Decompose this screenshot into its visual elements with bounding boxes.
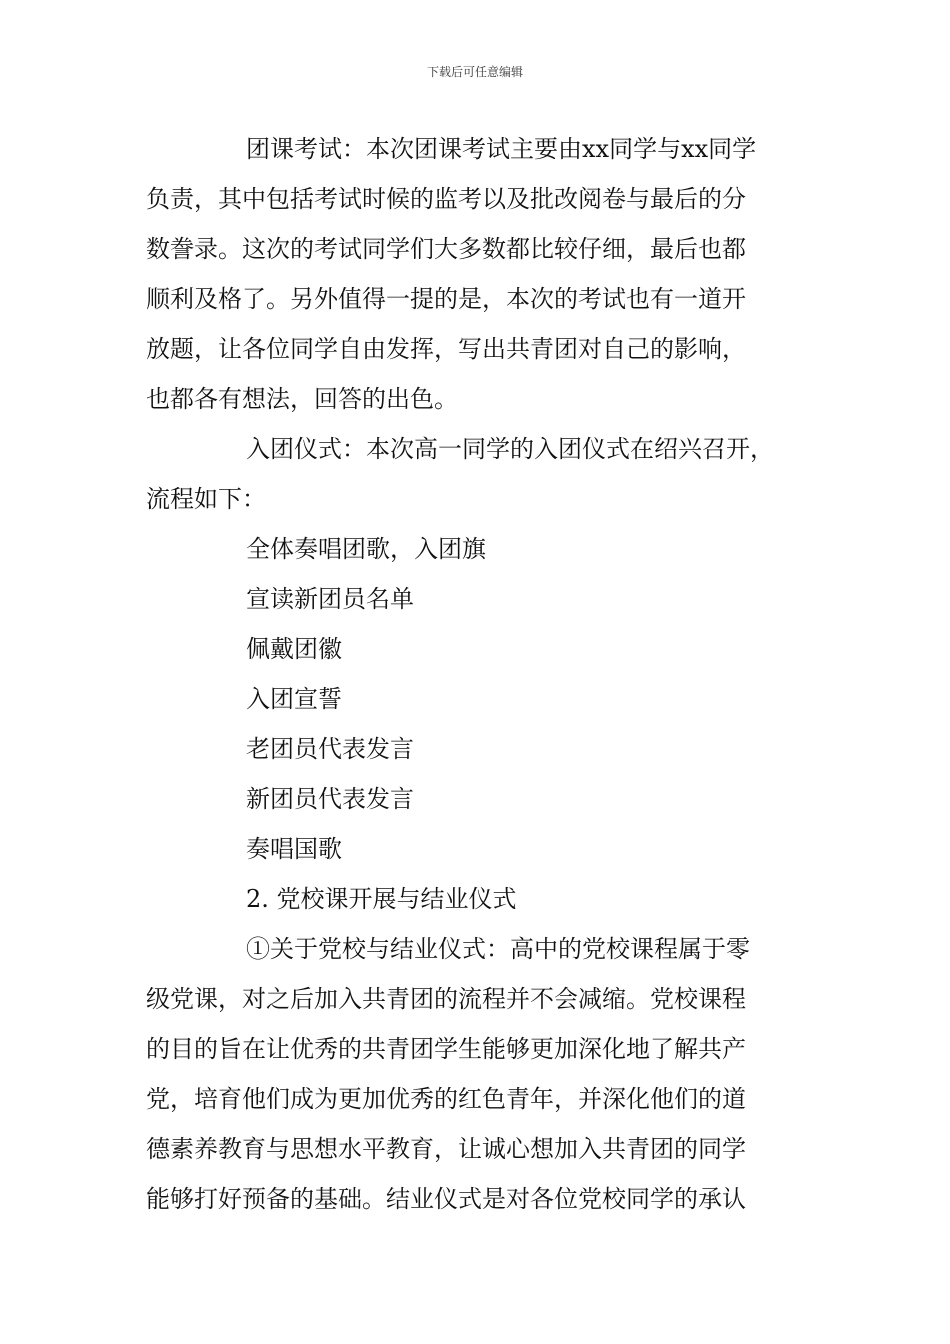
text-line: 流程如下： [146, 485, 266, 513]
text-line: 2. 党校课开展与结业仪式 [246, 885, 517, 913]
text-line: 新团员代表发言 [246, 785, 414, 813]
text-line: 能够打好预备的基础。结业仪式是对各位党校同学的承认 [146, 1185, 746, 1213]
text-line: 老团员代表发言 [246, 735, 414, 763]
text-line: 全体奏唱团歌，入团旗 [246, 535, 486, 563]
text-line: 入团仪式：本次高一同学的入团仪式在绍兴召开， [246, 435, 774, 463]
text-line: 顺利及格了。另外值得一提的是，本次的考试也有一道开 [146, 285, 746, 313]
text-line: 团课考试：本次团课考试主要由xx同学与xx同学 [246, 135, 757, 163]
text-line: 党，培育他们成为更加优秀的红色青年，并深化他们的道 [146, 1085, 746, 1113]
text-line: 级党课，对之后加入共青团的流程并不会减缩。党校课程 [146, 985, 746, 1013]
text-line: 负责，其中包括考试时候的监考以及批改阅卷与最后的分 [146, 185, 746, 213]
text-line: 佩戴团徽 [246, 635, 342, 663]
text-line: 的目的旨在让优秀的共青团学生能够更加深化地了解共产 [146, 1035, 746, 1063]
text-line: 宣读新团员名单 [246, 585, 414, 613]
text-line: 数誊录。这次的考试同学们大多数都比较仔细，最后也都 [146, 235, 746, 263]
header-note: 下载后可任意编辑 [426, 65, 523, 79]
text-line: 奏唱国歌 [246, 835, 342, 863]
text-line: 德素养教育与思想水平教育，让诚心想加入共青团的同学 [146, 1135, 746, 1163]
document-body [146, 124, 826, 1224]
text-line: ①关于党校与结业仪式：高中的党校课程属于零 [246, 935, 750, 963]
text-line: 入团宣誓 [246, 685, 342, 713]
text-line: 也都各有想法，回答的出色。 [146, 385, 458, 413]
text-line: 放题，让各位同学自由发挥，写出共青团对自己的影响， [146, 335, 746, 363]
